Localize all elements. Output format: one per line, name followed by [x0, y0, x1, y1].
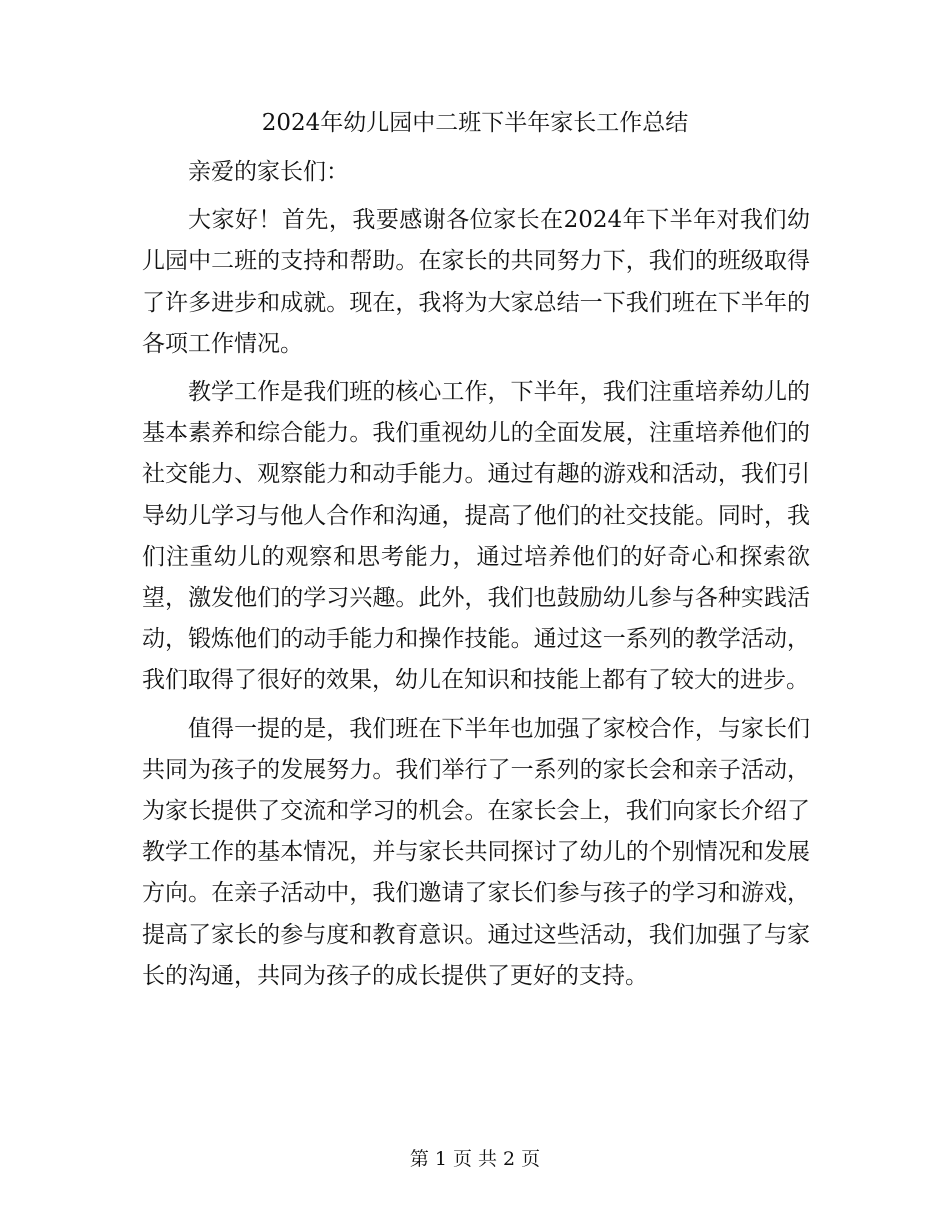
paragraph-teaching: 教学工作是我们班的核心工作，下半年，我们注重培养幼儿的基本素养和综合能力。我们重视幼儿的全面发展，注重培养他们的社交能力、观察能力和动手能力。通过有趣的游戏和活动，我们引导幼儿学习与他人合作和沟通，提高了他们的社交技能。同时，我们注重幼儿的观察和思考能力，通过培养他们的好奇心和探索欲望，激发他们的学习兴趣。此外，我们也鼓励幼儿参与各种实践活动，锻炼他们的动手能力和操作技能。通过这一系列的教学活动，我们取得了很好的效果，幼儿在知识和技能上都有了较大的进步。 — [142, 379, 810, 694]
document-title: 2024年幼儿园中二班下半年家长工作总结 — [261, 110, 689, 136]
document-body — [142, 152, 810, 1004]
greeting: 亲爱的家长们： — [188, 159, 349, 185]
paragraph-home-school: 值得一提的是，我们班在下半年也加强了家校合作，与家长们共同为孩子的发展努力。我们举行了一系列的家长会和亲子活动，为家长提供了交流和学习的机会。在家长会上，我们向家长介绍了教学工作的基本情况，并与家长共同探讨了幼儿的个别情况和发展方向。在亲子活动中，我们邀请了家长们参与孩子的学习和游戏，提高了家长的参与度和教育意识。通过这些活动，我们加强了与家长的沟通，共同为孩子的成长提供了更好的支持。 — [142, 715, 810, 989]
paragraph-intro: 大家好！首先，我要感谢各位家长在2024年下半年对我们幼儿园中二班的支持和帮助。在家长的共同努力下，我们的班级取得了许多进步和成就。现在，我将为大家总结一下我们班在下半年的各项工作情况。 — [142, 207, 810, 357]
page-number-footer: 第 1 页 共 2 页 — [409, 1148, 541, 1170]
